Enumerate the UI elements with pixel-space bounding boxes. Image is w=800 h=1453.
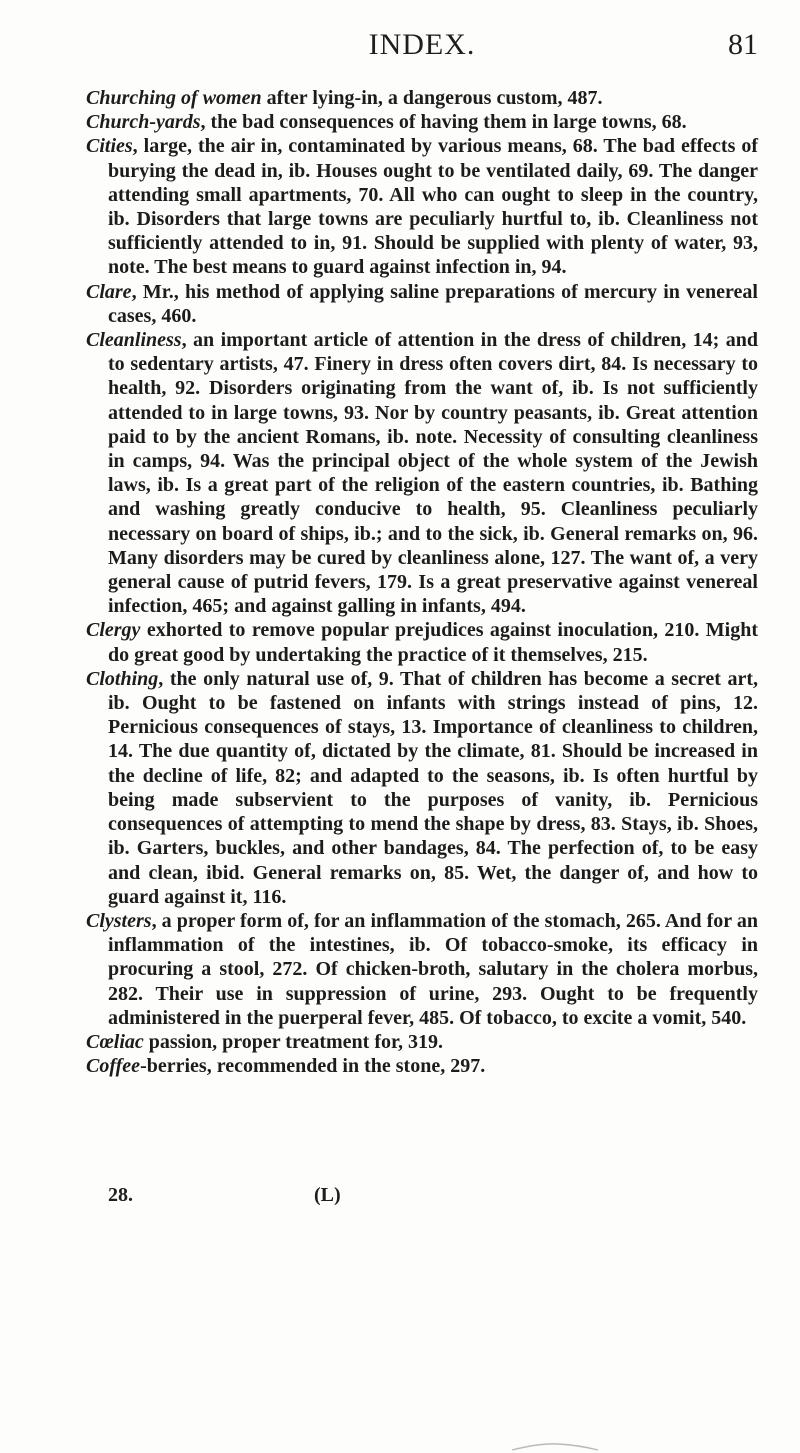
page-title: INDEX. <box>368 28 476 61</box>
signature-mark: (L) <box>314 1184 341 1206</box>
entry-text: passion, proper treatment for, 319. <box>143 1030 444 1053</box>
index-entry-coeliac <box>86 1030 758 1054</box>
entry-term: Coffee <box>86 1055 141 1078</box>
index-entry-clothing <box>86 667 758 909</box>
index-entry-clare <box>86 280 758 328</box>
entry-term: Cleanliness <box>86 329 182 352</box>
entry-text: after lying-in, a dangerous custom, 487. <box>261 87 603 109</box>
entry-text: -berries, recommended in the stone, 297. <box>140 1055 486 1078</box>
index-entry-coffee <box>86 1054 758 1078</box>
entry-term: Clothing <box>86 667 159 690</box>
page-footer <box>108 1184 558 1212</box>
entry-text: , an important article of attention in the dress of children, 14; and to sedentary artists, 47. Finery in dress often covers dirt, 84. Is necessary to health, 92. Disorders originating from the want of, ib. Is not sufficiently attended to in large towns, 93. Nor by country peasants, ib. Great attention paid to by the ancient Romans, ib. note. Necessity of consulting cleanliness in camps, 94. Was the principal object of the whole system of the Jewish laws, ib. Is a great part of the religion of the eastern countries, ib. Bathing and washing greatly conducive to health, 95. Cleanliness peculiarly necessary on board of ships, ib.; and to the sick, ib. General remarks on, 96. Many disorders may be cured by cleanliness alone, 127. The want of, a very general cause of putrid fevers, 179. Is a great preservative against venereal infection, 465; and against galling in infants, 494. <box>108 329 758 618</box>
entry-term: Churching of women <box>86 87 262 109</box>
index-entry-churching <box>86 86 758 110</box>
entry-term: Cities <box>86 135 133 158</box>
entry-text: , Mr., his method of applying saline preparations of mercury in venereal cases, 460. <box>108 280 758 327</box>
index-entry-church-yards <box>86 110 758 134</box>
page-number: 81 <box>728 28 758 61</box>
entry-text: , large, the air in, contaminated by various means, 68. The bad effects of burying the dead in, ib. Houses ought to be ventilated daily, 69. The danger attending small apartments, 70. All who can ought to sleep in the country, ib. Disorders that large towns are peculiarly hurtful to, ib. Cleanliness not sufficiently attended to in, 91. Should be supplied with plenty of water, 93, note. The best means to guard against infection in, 94. <box>108 135 758 279</box>
entry-term: Church-yards <box>86 111 201 134</box>
index-entry-cleanliness <box>86 328 758 618</box>
index-entry-cities <box>86 134 758 279</box>
entry-text: , a proper form of, for an inflammation of the stomach, 265. And for an inflammation of the intestines, ib. Of tobacco-smoke, its efficacy in procuring a stool, 272. Of chicken-broth, salutary in the cholera morbus, 282. Their use in suppression of urine, 293. Ought to be frequently administered in the puerperal fever, 485. Of tobacco, to excite a vomit, 540. <box>108 909 758 1029</box>
signature-number: 28. <box>108 1184 133 1206</box>
index-entry-clergy <box>86 618 758 666</box>
page-header <box>86 28 758 68</box>
entry-text: exhorted to remove popular prejudices against inoculation, 210. Might do great good by undertaking the practice of it themselves, 215. <box>108 619 758 666</box>
index-entries <box>86 86 758 1078</box>
entry-term: Clergy <box>86 619 141 642</box>
entry-term: Clysters <box>86 909 152 932</box>
entry-text: , the bad consequences of having them in large towns, 68. <box>200 111 687 134</box>
entry-term: Clare <box>86 280 132 303</box>
ink-mark-decoration <box>510 1442 600 1452</box>
index-entry-clysters <box>86 909 758 1030</box>
entry-term: Cœliac <box>86 1030 144 1053</box>
entry-text: , the only natural use of, 9. That of children has become a secret art, ib. Ought to be fastened on infants with strings instead of pins, 12. Pernicious consequences of stays, 13. Importance of cleanliness to children, 14. The due quantity of, dictated by the climate, 81. Should be increased in the decline of life, 82; and adapted to the seasons, ib. Is often hurtful by being made subservient to the purposes of vanity, ib. Pernicious consequences of attempting to mend the shape by dress, 83. Stays, ib. Shoes, ib. Garters, buckles, and other bandages, 84. The perfection of, to be easy and clean, ibid. General remarks on, 85. Wet, the danger of, and how to guard against it, 116. <box>108 667 758 908</box>
